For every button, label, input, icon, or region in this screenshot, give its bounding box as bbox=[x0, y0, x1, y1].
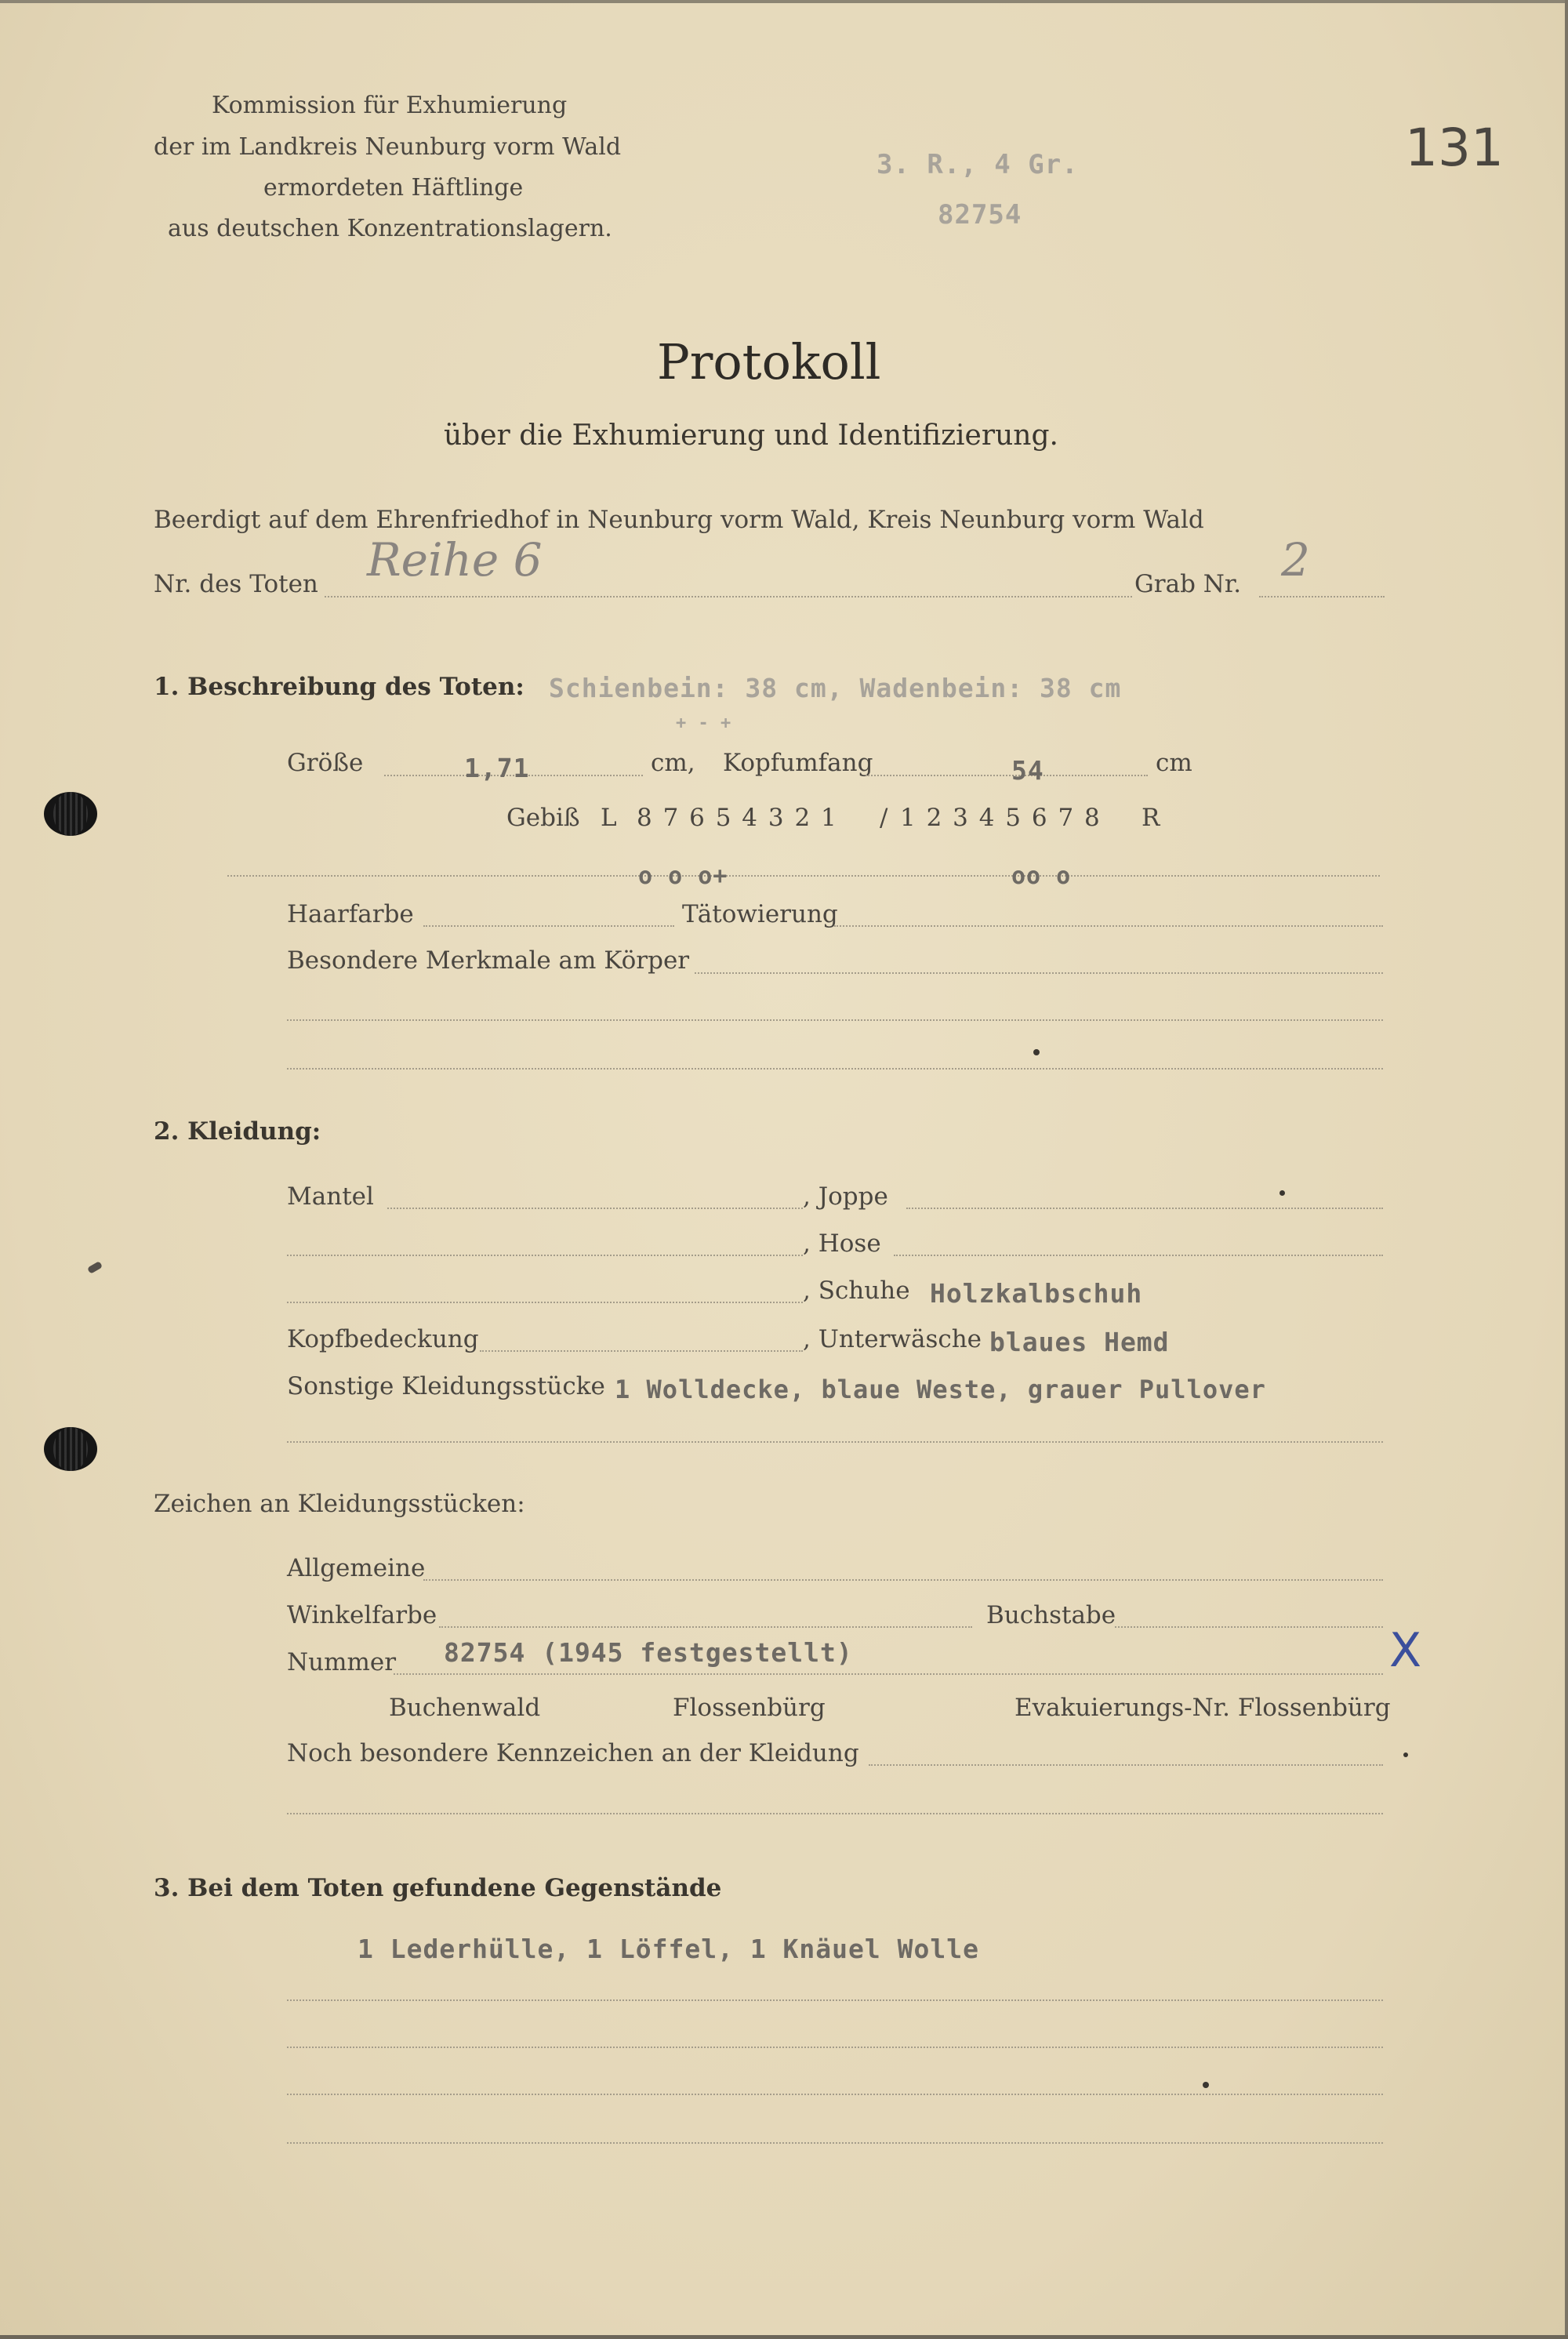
paper-edge-right bbox=[1565, 0, 1568, 2339]
grave-number-handwritten: 2 bbox=[1281, 533, 1310, 587]
dead-number-label: Nr. des Toten bbox=[154, 570, 318, 598]
underwear-value: blaues Hemd bbox=[989, 1327, 1170, 1357]
header-line-1: Kommission für Exhumierung bbox=[212, 92, 568, 119]
general-marks-label: Allgemeine bbox=[287, 1554, 426, 1582]
special-marks-line-2 bbox=[287, 1813, 1383, 1814]
tattoo-line bbox=[834, 925, 1383, 927]
coat-line bbox=[387, 1208, 803, 1209]
paper-speck bbox=[1403, 1752, 1408, 1757]
prisoner-number-value: 82754 (1945 festgestellt) bbox=[444, 1637, 853, 1668]
page-number: 131 bbox=[1405, 118, 1504, 178]
found-items-line-3 bbox=[287, 2047, 1383, 2048]
letter-line bbox=[1115, 1626, 1383, 1628]
dead-number-handwritten: Reihe 6 bbox=[367, 533, 543, 587]
punch-hole-lower bbox=[44, 1427, 97, 1471]
headwear-label: Kopfbedeckung bbox=[287, 1325, 479, 1353]
size-label: Größe bbox=[287, 749, 364, 777]
headwear-line bbox=[480, 1350, 803, 1352]
number-label: Nummer bbox=[287, 1648, 397, 1676]
section-1-heading: 1. Beschreibung des Toten: bbox=[154, 673, 524, 701]
buchenwald-label: Buchenwald bbox=[389, 1694, 541, 1722]
paper-speck bbox=[1033, 1049, 1040, 1055]
dead-number-line bbox=[325, 596, 1132, 597]
jacket-line bbox=[906, 1208, 1383, 1209]
other-clothing-label: Sonstige Kleidungsstücke bbox=[287, 1372, 605, 1400]
paper-speck bbox=[1203, 2082, 1209, 2088]
tattoo-label: Tätowierung bbox=[682, 900, 838, 928]
clothing-blank-line-1 bbox=[287, 1255, 803, 1256]
number-line bbox=[394, 1673, 1383, 1675]
clothing-blank-line-2 bbox=[287, 1302, 803, 1303]
teeth-separator: / bbox=[880, 804, 888, 832]
teeth-right-numbers: 1 2 3 4 5 6 7 8 bbox=[900, 804, 1102, 832]
header-line-2: der im Landkreis Neunburg vorm Wald bbox=[154, 133, 622, 161]
document-subtitle: über die Exhumierung und Identifizierung. bbox=[444, 419, 1058, 452]
head-circumference-label: Kopfumfang bbox=[723, 749, 873, 777]
clothing-marks-heading: Zeichen an Kleidungsstücken: bbox=[154, 1490, 525, 1518]
bone-measurements: Schienbein: 38 cm, Wadenbein: 38 cm bbox=[549, 673, 1122, 703]
teeth-right-marker: R bbox=[1142, 804, 1160, 832]
teeth-marks-upper: + - + bbox=[676, 714, 732, 733]
shoes-value: Holzkalbschuh bbox=[930, 1278, 1143, 1309]
paper-speck bbox=[87, 1261, 103, 1274]
blue-x-mark: X bbox=[1389, 1623, 1422, 1678]
trousers-line bbox=[894, 1255, 1383, 1256]
section-2-heading: 2. Kleidung: bbox=[154, 1117, 321, 1146]
features-line-2 bbox=[287, 1019, 1383, 1021]
paper-edge-bottom bbox=[0, 2335, 1568, 2339]
header-line-3: ermordeten Häftlinge bbox=[263, 174, 524, 202]
evacuation-number-label: Evakuierungs-Nr. Flossenbürg bbox=[1014, 1694, 1391, 1722]
header-line-4: aus deutschen Konzentrationslagern. bbox=[168, 215, 612, 242]
grave-number-line bbox=[1259, 596, 1385, 597]
grave-number-label: Grab Nr. bbox=[1134, 570, 1242, 598]
shoes-label: , Schuhe bbox=[803, 1277, 910, 1305]
paper-speck bbox=[1279, 1190, 1285, 1196]
size-unit: cm, bbox=[651, 749, 695, 777]
burial-location: Beerdigt auf dem Ehrenfriedhof in Neunburg vorm Wald, Kreis Neunburg vorm Wald bbox=[154, 506, 1204, 534]
section-3-heading: 3. Bei dem Toten gefundene Gegenstände bbox=[154, 1874, 722, 1902]
reference-row-group: 3. R., 4 Gr. bbox=[877, 149, 1079, 180]
paper-edge-top bbox=[0, 0, 1568, 3]
teeth-marks-right: oo o bbox=[1011, 863, 1072, 890]
found-items-value: 1 Lederhülle, 1 Löffel, 1 Knäuel Wolle bbox=[358, 1934, 979, 1964]
triangle-color-label: Winkelfarbe bbox=[287, 1601, 437, 1629]
underwear-label: , Unterwäsche bbox=[803, 1325, 982, 1353]
head-circumference-line bbox=[866, 775, 1148, 776]
found-items-line-5 bbox=[287, 2142, 1383, 2144]
description-line-1 bbox=[227, 875, 1380, 877]
found-items-line-2 bbox=[287, 1999, 1383, 2001]
size-value: 1,71 bbox=[464, 753, 530, 783]
coat-label: Mantel bbox=[287, 1182, 374, 1211]
jacket-label: , Joppe bbox=[803, 1182, 888, 1211]
hair-color-line bbox=[423, 925, 674, 927]
flossenburg-label: Flossenbürg bbox=[673, 1694, 826, 1722]
reference-prisoner-number: 82754 bbox=[938, 199, 1022, 231]
hair-color-label: Haarfarbe bbox=[287, 900, 414, 928]
special-marks-line bbox=[869, 1764, 1383, 1766]
features-label: Besondere Merkmale am Körper bbox=[287, 946, 690, 975]
features-line-3 bbox=[287, 1068, 1383, 1070]
general-marks-line bbox=[423, 1579, 1383, 1581]
letter-label: Buchstabe bbox=[986, 1601, 1116, 1629]
teeth-label: Gebiß bbox=[506, 804, 580, 832]
document-title: Protokoll bbox=[657, 333, 881, 390]
trousers-label: , Hose bbox=[803, 1229, 881, 1258]
features-line bbox=[695, 972, 1383, 974]
other-clothing-line-2 bbox=[287, 1441, 1383, 1443]
other-clothing-value: 1 Wolldecke, blaue Weste, grauer Pullover bbox=[615, 1375, 1266, 1404]
teeth-marks-left: o o o+ bbox=[638, 863, 728, 890]
teeth-left-marker: L bbox=[601, 804, 617, 832]
punch-hole-upper bbox=[44, 792, 97, 836]
head-circumference-value: 54 bbox=[1011, 755, 1044, 786]
triangle-color-line bbox=[439, 1626, 972, 1628]
found-items-line-4 bbox=[287, 2094, 1383, 2095]
teeth-left-numbers: 8 7 6 5 4 3 2 1 bbox=[637, 804, 838, 832]
head-circumference-unit: cm bbox=[1156, 749, 1192, 777]
special-marks-label: Noch besondere Kennzeichen an der Kleidung bbox=[287, 1739, 859, 1767]
